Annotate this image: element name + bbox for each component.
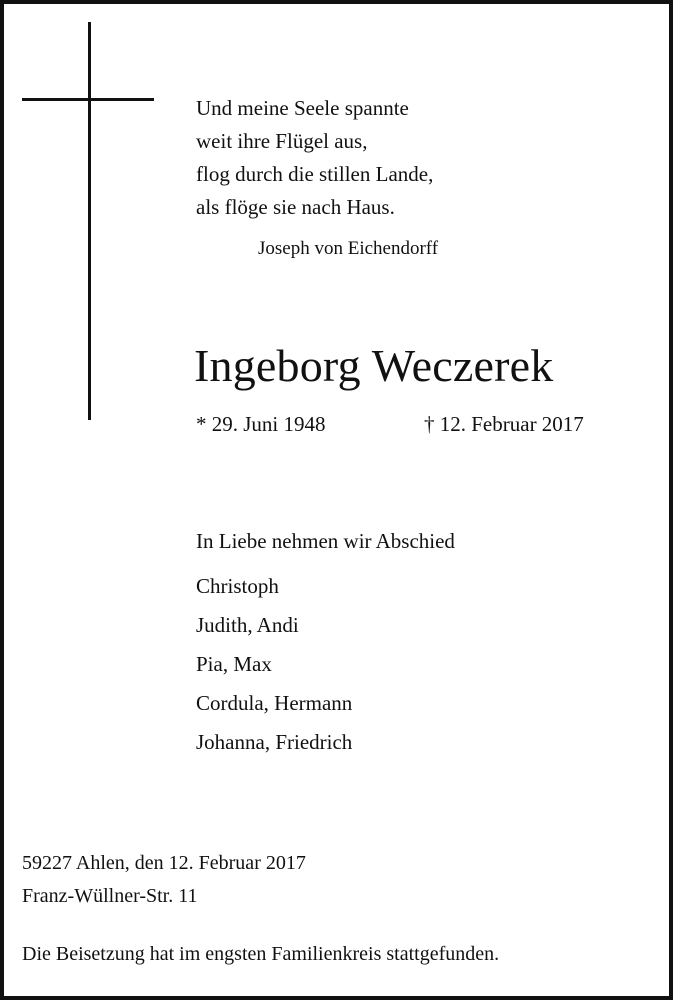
mourner-name: Judith, Andi <box>196 613 299 637</box>
cross-vertical-bar <box>88 22 91 420</box>
mourner-name: Pia, Max <box>196 652 272 676</box>
place-and-date: 59227 Ahlen, den 12. Februar 2017 <box>22 852 306 874</box>
address: Franz-Wüllner-Str. 11 <box>22 885 198 907</box>
mourners-list <box>196 572 352 767</box>
death-date: † 12. Februar 2017 <box>424 412 584 436</box>
mourner-name: Johanna, Friedrich <box>196 730 353 754</box>
mourner-name: Cordula, Hermann <box>196 691 353 715</box>
poem <box>196 92 433 224</box>
poem-line: Und meine Seele spannte <box>196 96 409 120</box>
poem-line: weit ihre Flügel aus, <box>196 129 368 153</box>
poem-line: als flöge sie nach Haus. <box>196 195 395 219</box>
deceased-name: Ingeborg Weczerek <box>194 340 554 391</box>
cross-horizontal-bar <box>22 98 154 101</box>
funeral-notice: Die Beisetzung hat im engsten Familienkreis stattgefunden. <box>22 943 500 965</box>
mourners-intro: In Liebe nehmen wir Abschied <box>196 529 455 553</box>
mourner-name: Christoph <box>196 574 279 598</box>
birth-date: * 29. Juni 1948 <box>196 412 326 436</box>
poem-line: flog durch die stillen Lande, <box>196 162 434 186</box>
poem-author: Joseph von Eichendorff <box>258 238 439 259</box>
